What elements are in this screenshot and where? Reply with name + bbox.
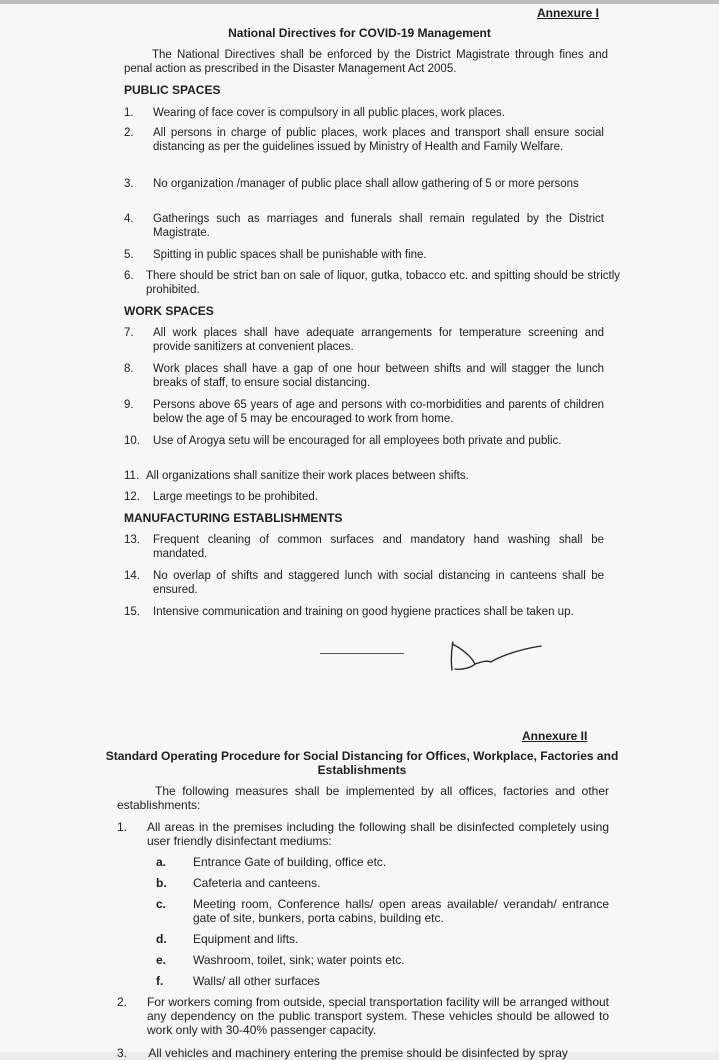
- item-text: Persons above 65 years of age and persons with co-morbidities and parents of children below the age of 5 may be encouraged to work from home.: [153, 399, 604, 425]
- item-text: All organizations shall sanitize their work places between shifts.: [146, 470, 469, 482]
- item-number: 3.: [117, 1046, 128, 1060]
- item-number: 9.: [124, 399, 134, 411]
- subitem-text: Washroom, toilet, sink; water points etc.: [193, 953, 405, 967]
- section-heading-manufacturing: MANUFACTURING ESTABLISHMENTS: [124, 511, 343, 525]
- item-number: 12.: [124, 491, 140, 503]
- item-number: 11.: [124, 470, 140, 482]
- item-number: 6.: [124, 270, 134, 282]
- subitem-text: Walls/ all other surfaces: [193, 974, 320, 988]
- item-text: All work places shall have adequate arrangements for temperature screening and provide sanitizers at convenient places.: [153, 327, 604, 353]
- subitem-letter: c.: [156, 897, 167, 911]
- item-number: 13.: [124, 534, 140, 546]
- item-text: All vehicles and machinery entering the premise should be disinfected by spray: [148, 1046, 568, 1060]
- item-number: 14.: [124, 570, 140, 582]
- item-number: 1.: [124, 107, 134, 119]
- annexure-2-label: Annexure II: [522, 729, 588, 743]
- item-text: Gatherings such as marriages and funerals shall remain regulated by the District Magistrate.: [153, 213, 604, 239]
- section-heading-public-spaces: PUBLIC SPACES: [124, 83, 221, 97]
- item-number: 10.: [124, 435, 140, 447]
- item-text: Use of Arogya setu will be encouraged for all employees both private and public.: [153, 435, 562, 447]
- item-text: All areas in the premises including the following shall be disinfected completely using user friendly disinfectant mediums:: [147, 820, 609, 848]
- annexure-1-title: National Directives for COVID-19 Management: [228, 26, 491, 40]
- item-number: 4.: [124, 213, 134, 225]
- signature-line: [320, 653, 404, 654]
- item-number: 8.: [124, 363, 134, 375]
- subitem-text: Equipment and lifts.: [193, 932, 299, 946]
- annexure-2-intro: The following measures shall be implemented by all offices, factories and other establishments:: [117, 784, 609, 812]
- item-number: 2.: [117, 995, 128, 1009]
- subitem-letter: a.: [156, 855, 167, 869]
- item-text: All persons in charge of public places, work places and transport shall ensure social distancing as per the guidelines issued by Ministry of Health and Family Welfare.: [153, 127, 604, 153]
- item-text: Wearing of face cover is compulsory in all public places, work places.: [153, 107, 505, 119]
- item-number: 5.: [124, 249, 134, 261]
- item-text: Intensive communication and training on good hygiene practices shall be taken up.: [153, 606, 574, 618]
- handwritten-signature: [445, 638, 545, 678]
- section-heading-work-spaces: WORK SPACES: [124, 304, 214, 318]
- item-text: Frequent cleaning of common surfaces and mandatory hand washing shall be mandated.: [153, 534, 604, 560]
- annexure-1-intro: The National Directives shall be enforced by the District Magistrate through fines and penal action as prescribed in the Disaster Management Act 2005.: [124, 49, 608, 75]
- subitem-text: Entrance Gate of building, office etc.: [193, 855, 387, 869]
- item-text: Spitting in public spaces shall be punishable with fine.: [153, 249, 427, 261]
- annexure-1-label: Annexure I: [537, 6, 600, 20]
- subitem-letter: e.: [156, 953, 167, 967]
- item-text: Large meetings to be prohibited.: [153, 491, 318, 503]
- item-text: Work places shall have a gap of one hour between shifts and will stagger the lunch breaks of staff, to ensure social distancing.: [153, 363, 604, 389]
- page-edge: [0, 0, 719, 4]
- item-text: For workers coming from outside, special transportation facility will be arranged without any dependency on the public transport system. These vehicles should be allowed to work only with 30-40% passenger capacity.: [147, 995, 609, 1037]
- subitem-letter: d.: [156, 932, 167, 946]
- subitem-letter: f.: [156, 974, 164, 988]
- item-text: There should be strict ban on sale of liquor, gutka, tobacco etc. and spitting should be strictly prohibited.: [146, 270, 620, 296]
- item-number: 7.: [124, 327, 134, 339]
- item-text: No overlap of shifts and staggered lunch with social distancing in canteens shall be ensured.: [153, 570, 604, 596]
- item-number: 2.: [124, 127, 134, 139]
- item-number: 3.: [124, 178, 134, 190]
- sop-item-cut-off: [117, 1046, 609, 1060]
- subitem-letter: b.: [156, 876, 167, 890]
- subitem-text: Cafeteria and canteens.: [193, 876, 321, 890]
- annexure-2-title: Standard Operating Procedure for Social Distancing for Offices, Workplace, Factories and Establishments: [105, 749, 619, 777]
- item-number: 15.: [124, 606, 140, 618]
- subitem-text: Meeting room, Conference halls/ open areas available/ verandah/ entrance gate of site, bunkers, porta cabins, building etc.: [193, 897, 609, 925]
- item-number: 1.: [117, 820, 128, 834]
- item-text: No organization /manager of public place shall allow gathering of 5 or more persons: [153, 178, 579, 190]
